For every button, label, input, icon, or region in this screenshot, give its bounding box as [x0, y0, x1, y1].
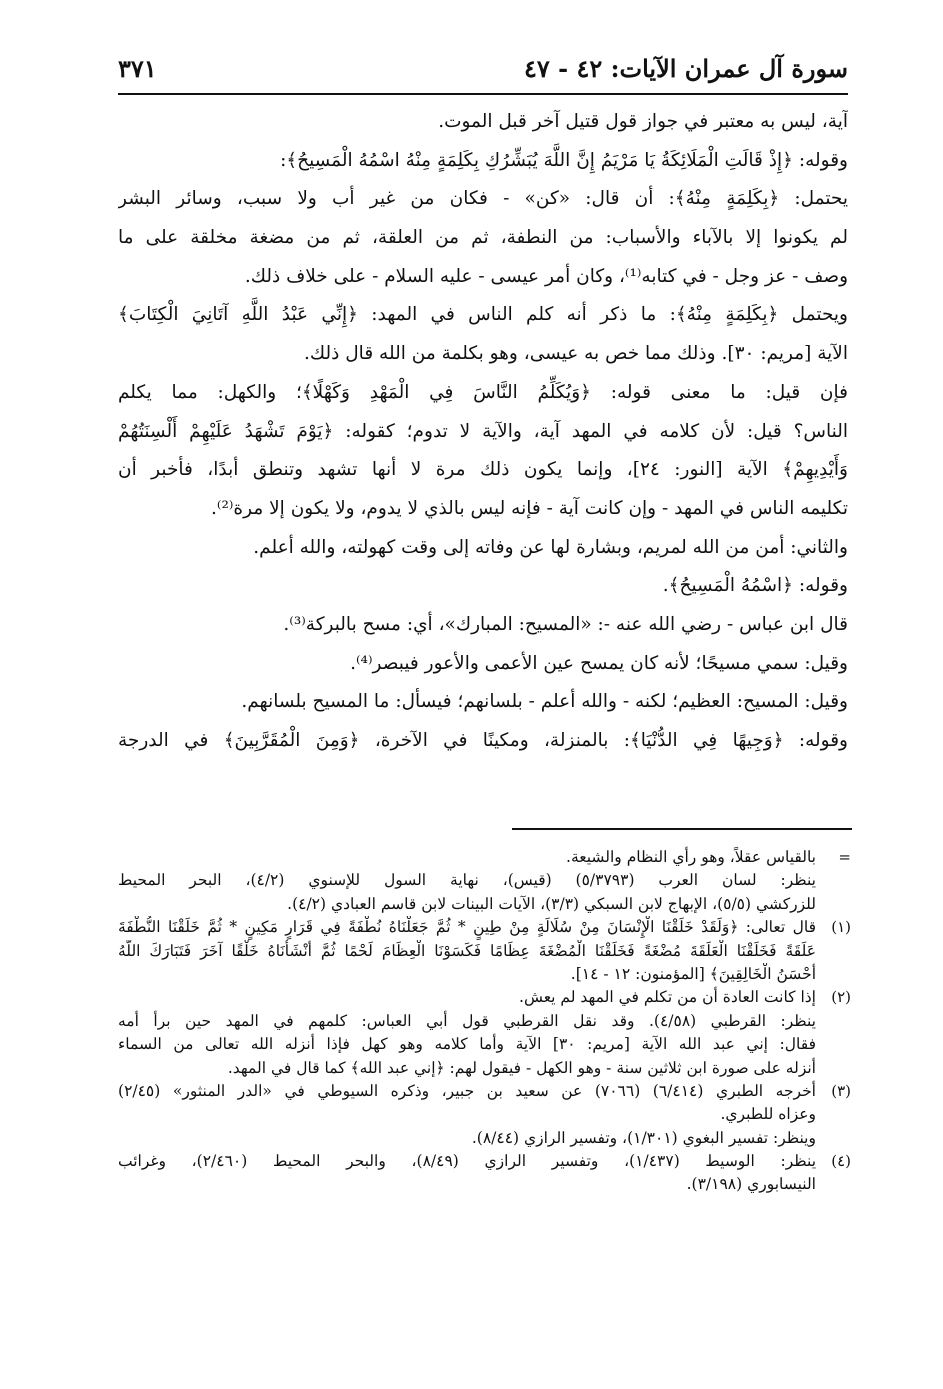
footnote-line: أنزله على صورة ابن ثلاثين سنة - وهو الكهل - فيقول لهم: ﴿إني عبد الله﴾ كما قال في المهد.: [227, 1058, 816, 1077]
text-line: الآية [مريم: ٣٠]. وذلك مما خص به عيسى، وهو بكلمة من الله قال ذلك.: [304, 343, 848, 365]
page-number: ٣٧١: [118, 53, 157, 83]
text-line: وصف - عز وجل - في كتابه⁽¹⁾، وكان أمر عيسى - عليه السلام - على خلاف ذلك.: [244, 265, 848, 287]
text-line: تكليمه الناس في المهد - وإن كانت آية - فإنه ليس بالذي لا يدوم، ولا يكون إلا مرة⁽²⁾.: [211, 497, 848, 519]
footnote-2: [118, 986, 851, 1080]
footnote-4: [118, 1150, 851, 1197]
text-line: وقيل: سمي مسيحًا؛ لأنه كان يمسح عين الأعمى والأعور فيبصر⁽⁴⁾.: [350, 652, 848, 674]
footnote-line: النيسابوري (٣/١٩٨).: [686, 1175, 816, 1194]
footnote-line: أخرجه الطبري (٦/٤١٤) (٧٠٦٦) عن سعيد بن جبير، وذكره السيوطي في «الدر المنثور» (٢/٤٥): [118, 1081, 816, 1100]
footnote-line: إذا كانت العادة أن من تكلم في المهد لم يعش.: [519, 988, 816, 1007]
footnote-line: أَحْسَنُ الْخَالِقِينَ﴾ [المؤمنون: ١٢ - ١٤].: [570, 964, 816, 983]
footnote-line: ينظر: الوسيط (١/٤٣٧)، وتفسير الرازي (٨/٤٩)، والبحر المحيط (٢/٤٦٠)، وغرائب: [118, 1152, 816, 1171]
footnote-line: قال تعالى: ﴿وَلَقَدْ خَلَقْنَا الْإِنْسَانَ مِنْ سُلَالَةٍ مِنْ طِينٍ * ثُمَّ جَعَلْنَاهُ نُطْفَةً فِي قَرَارٍ مَكِينٍ * ثُمَّ خَلَقْنَا النُّطْفَةَ: [118, 918, 816, 937]
footnote-marker: (١): [831, 918, 851, 937]
footnote-1: [118, 916, 851, 986]
footnote-line: وعزاه للطبري.: [720, 1105, 816, 1124]
footnote-3: [118, 1080, 851, 1150]
running-header: [118, 48, 848, 88]
footnotes: [118, 846, 851, 1197]
text-line: فإن قيل: ما معنى قوله: ﴿وَيُكَلِّمُ النَّاسَ فِي الْمَهْدِ وَكَهْلًا﴾؛ والكهل: مما يكلم: [118, 381, 848, 403]
footnote-marker: =: [838, 848, 851, 866]
text-line: وقيل: المسيح: العظيم؛ لكنه - والله أعلم - بلسانهم؛ فيسأل: ما المسيح بلسانهم.: [241, 691, 848, 713]
footnote-line: ينظر: لسان العرب (٥/٣٧٩٣) (قيس)، نهاية السول للإسنوي (٤/٢)، البحر المحيط: [118, 871, 816, 890]
text-line: وقوله: ﴿إِذْ قَالَتِ الْمَلَائِكَةُ يَا مَرْيَمُ إِنَّ اللَّهَ يُبَشِّرُكِ بِكَلِمَةٍ مِنْهُ اسْمُهُ الْمَسِيحُ﴾:: [280, 149, 848, 171]
text-line: قال ابن عباس - رضي الله عنه -: «المسيح: المبارك»، أي: مسح بالبركة⁽³⁾.: [283, 613, 848, 635]
text-line: آية، ليس به معتبر في جواز قول قتيل آخر قبل الموت.: [438, 111, 848, 132]
footnote-line: ينظر: القرطبي (٤/٥٨). وقد نقل القرطبي قول أبي العباس: كلمهم في المهد حين برأ أمه: [118, 1011, 816, 1030]
text-line: لم يكونوا إلا بالآباء والأسباب: من النطفة، ثم من العلقة، ثم من مضغة مخلقة على ما: [118, 227, 848, 249]
footnote-line: عَلَقَةً فَخَلَقْنَا الْعَلَقَةَ مُضْغَةً فَخَلَقْنَا الْمُضْغَةَ عِظَامًا فَكَسَوْنَا الْعِظَامَ لَحْمًا ثُمَّ أَنْشَأْنَاهُ خَلْقًا آخَرَ فَتَبَارَكَ اللَّهُ: [118, 941, 816, 960]
text-line: وَأَيْدِيهِمْ﴾ الآية [النور: ٢٤]، وإنما يكون ذلك مرة لا أنها تشهد وتنطق أبدًا، فأخبر أن: [118, 459, 848, 481]
footnote-line: بالقياس عقلاً، وهو رأي النظام والشيعة.: [566, 848, 816, 866]
surah-title: سورة آل عمران الآيات: ٤٢ - ٤٧: [524, 53, 848, 83]
footnote-marker: (٤): [831, 1152, 851, 1171]
text-line: ويحتمل ﴿بِكَلِمَةٍ مِنْهُ﴾: ما ذكر أنه كلم الناس في المهد: ﴿إِنِّي عَبْدُ اللَّهِ آتَانِيَ الْكِتَابَ﴾: [118, 304, 848, 326]
text-line: والثاني: أمن من الله لمريم، وبشارة لها عن وفاته إلى وقت كهولته، والله أعلم.: [253, 536, 848, 558]
footnote-continuation: [118, 846, 851, 916]
footnote-line: وينظر: تفسير البغوي (١/٣٠١)، وتفسير الرازي (٨/٤٤).: [471, 1128, 816, 1147]
text-line: يحتمل: ﴿بِكَلِمَةٍ مِنْهُ﴾: أن قال: «كن» - فكان من غير أب ولا سبب، وسائر البشر: [118, 188, 848, 210]
footnote-separator: [512, 828, 852, 830]
footnote-marker: (٢): [831, 988, 851, 1007]
text-line: وقوله: ﴿وَجِيهًا فِي الدُّنْيَا﴾: بالمنزلة، ومكينًا في الآخرة، ﴿وَمِنَ الْمُقَرَّبِينَ﴾ في الدرجة: [118, 730, 848, 751]
main-text: [118, 103, 848, 761]
text-line: الناس؟ قيل: لأن كلامه في المهد آية، والآية لا تدوم؛ كقوله: ﴿يَوْمَ تَشْهَدُ عَلَيْهِمْ أَلْسِنَتُهُمْ: [118, 420, 848, 442]
text-line: وقوله: ﴿اسْمُهُ الْمَسِيحُ﴾.: [662, 575, 848, 597]
footnote-marker: (٣): [831, 1081, 851, 1100]
header-rule: [118, 93, 848, 95]
footnote-line: للزركشي (٥/٥)، الإبهاج لابن السبكي (٣/٣)، الآيات البينات لابن قاسم العبادي (٤/٢).: [287, 894, 816, 913]
footnote-line: فقال: إني عبد الله الآية [مريم: ٣٠] الآية وأما كلامه وهو كهل فإذا أنزله الله تعالى من السماء: [118, 1035, 816, 1054]
